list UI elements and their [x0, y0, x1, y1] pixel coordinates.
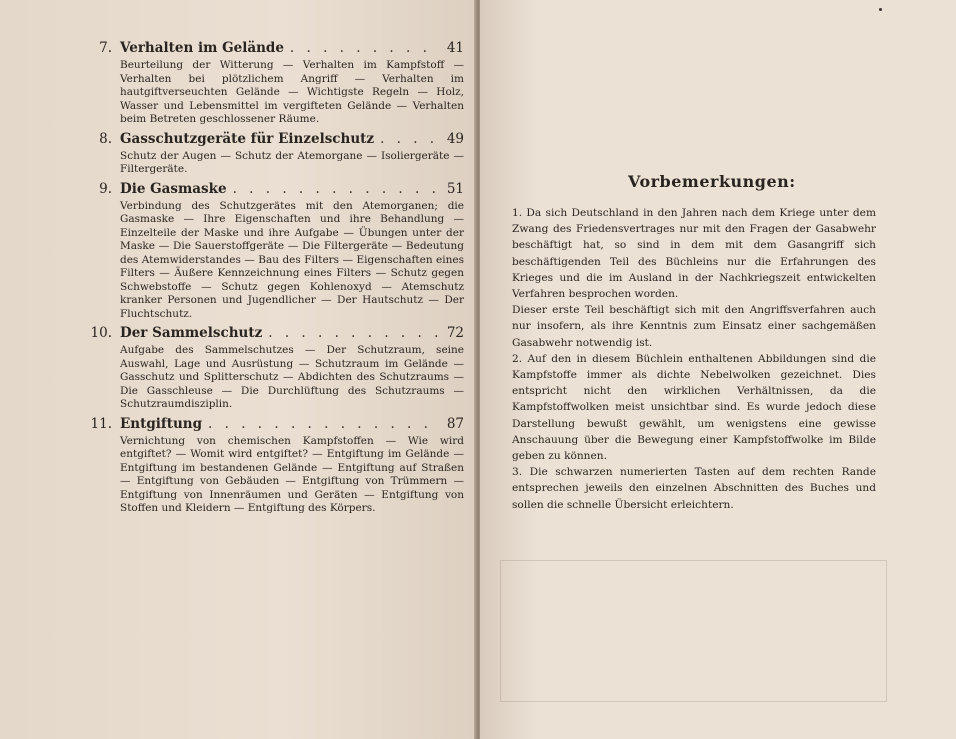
toc-description: Schutz der Augen — Schutz der Atemorgane — Isoliergeräte — Filtergeräte. [120, 149, 464, 175]
ink-speck [879, 8, 882, 11]
preface-paragraph: 2. Auf den in diesem Büchlein enthaltenen Abbildungen sind die Kampfstoffe immer als dichte Nebelwolken gezeichnet. Dies entspricht nicht den wirklichen Verhältnissen, da die Kampfstoffwolken meist unsichtbar sind. Es wurde jedoch diese Darstellung bewußt gewählt, um wenigstens eine gewisse Anschauung über die Bewegung einer Kampfstoffwolke im Bilde geben zu können. [512, 352, 876, 463]
toc-description: Beurteilung der Witterung — Verhalten im Kampfstoff — Verhalten bei plötzlichem Angriff — Verhalten im hautgiftverseuchten Gelände — Wichtigste Regeln — Holz, Wasser und Lebensmittel im vergifteten Gelände — Verhalten beim Betreten geschlossener Räume. [120, 59, 464, 125]
toc-entry-header [84, 416, 464, 435]
preface-heading: Vorbemerkungen: [628, 172, 796, 191]
toc-entry [84, 40, 464, 127]
preface-body [512, 205, 876, 513]
toc-entry [84, 181, 464, 322]
toc-number: 11. [90, 415, 112, 432]
toc-title: Gasschutzgeräte für Einzelschutz [120, 130, 375, 147]
toc-page-number: 41 [446, 40, 464, 56]
left-page [0, 0, 476, 739]
preface-paragraph: 3. Die schwarzen numerierten Tasten auf dem rechten Rande entsprechen jeweils den einzelnen Abschnitten des Buches und sollen die schnelle Übersicht erleichtern. [512, 466, 876, 511]
toc-entry [84, 325, 464, 412]
toc-description: Verbindung des Schutzgerätes mit den Atemorganen; die Gasmaske — Ihre Eigenschaften und ihre Behandlung — Einzelteile der Maske und ihre Aufgabe — Übungen unter der Maske — Die Sauerstoffgeräte — Die Filtergeräte — Bedeutung des Atemwiderstandes — Bau des Filters — Eigenschaften eines Filters — Äußere Kennzeichnung eines Filters — Schutz gegen Schwebstoffe — Schutz gegen Kohlenoxyd — Atemschutz kranker Personen und Jugendlicher — Der Hautschutz — Der Fluchtschutz. [120, 199, 464, 320]
toc-page-number: 87 [446, 415, 464, 432]
toc-number: 8. [99, 130, 112, 147]
toc-entry-header [84, 325, 464, 344]
toc-number: 10. [90, 325, 112, 341]
toc-title: Der Sammelschutz [120, 325, 263, 341]
toc-entry-header [84, 40, 464, 59]
toc-leader-dots [284, 40, 438, 56]
toc-number: 9. [99, 180, 112, 197]
preface-paragraph: Dieser erste Teil beschäftigt sich mit den Angriffsverfahren auch nur insofern, als ihre Kenntnis zum Einsatz einer sachgemäßen Gasabwehr notwendig ist. [512, 304, 876, 349]
toc-title: Die Gasmaske [120, 180, 227, 197]
bleed-through-frame [500, 560, 887, 702]
toc-entry [84, 131, 464, 177]
toc-leader-dots [202, 416, 438, 432]
toc-leader-dots [262, 325, 438, 341]
preface-paragraph: 1. Da sich Deutschland in den Jahren nach dem Kriege unter dem Zwang des Friedensvertrages nur mit den Fragen der Gasabwehr beschäftigt hat, so sind in dem mit dem Gasangriff sich beschäftigenden Teil des Büchleins nur die Erfahrungen des Krieges und die im Ausland in der Nachkriegszeit entwickelten Verfahren besprochen worden. [512, 207, 876, 301]
toc-entry [84, 416, 464, 516]
toc-leader-dots [227, 181, 438, 197]
toc-title: Entgiftung [120, 415, 203, 432]
toc-description: Vernichtung von chemischen Kampfstoffen — Wie wird entgiftet? — Womit wird entgiftet? — Entgiftung im Gelände — Entgiftung im bestandenen Gelände — Entgiftung auf Straßen — Entgiftung von Gebäuden — Entgiftung von Trümmern — Entgiftung von Innenräumen und Geräten — Entgiftung von Stoffen und Kleidern — Entgiftung des Körpers. [120, 434, 464, 514]
toc-description: Aufgabe des Sammelschutzes — Der Schutzraum, seine Auswahl, Lage und Ausrüstung — Schutzraum im Gelände — Gasschutz und Splitterschutz — Abdichten des Schutzraums — Die Gasschleuse — Die Durchlüftung des Schutzraums — Schutzraumdisziplin. [120, 344, 464, 410]
table-of-contents [84, 40, 464, 520]
toc-leader-dots [374, 131, 438, 147]
toc-page-number: 49 [446, 130, 464, 147]
toc-page-number: 51 [446, 180, 464, 197]
toc-entry-header [84, 131, 464, 150]
toc-title: Verhalten im Gelände [120, 40, 284, 56]
toc-entry-header [84, 181, 464, 200]
toc-page-number: 72 [446, 325, 464, 341]
toc-number: 7. [99, 40, 112, 56]
